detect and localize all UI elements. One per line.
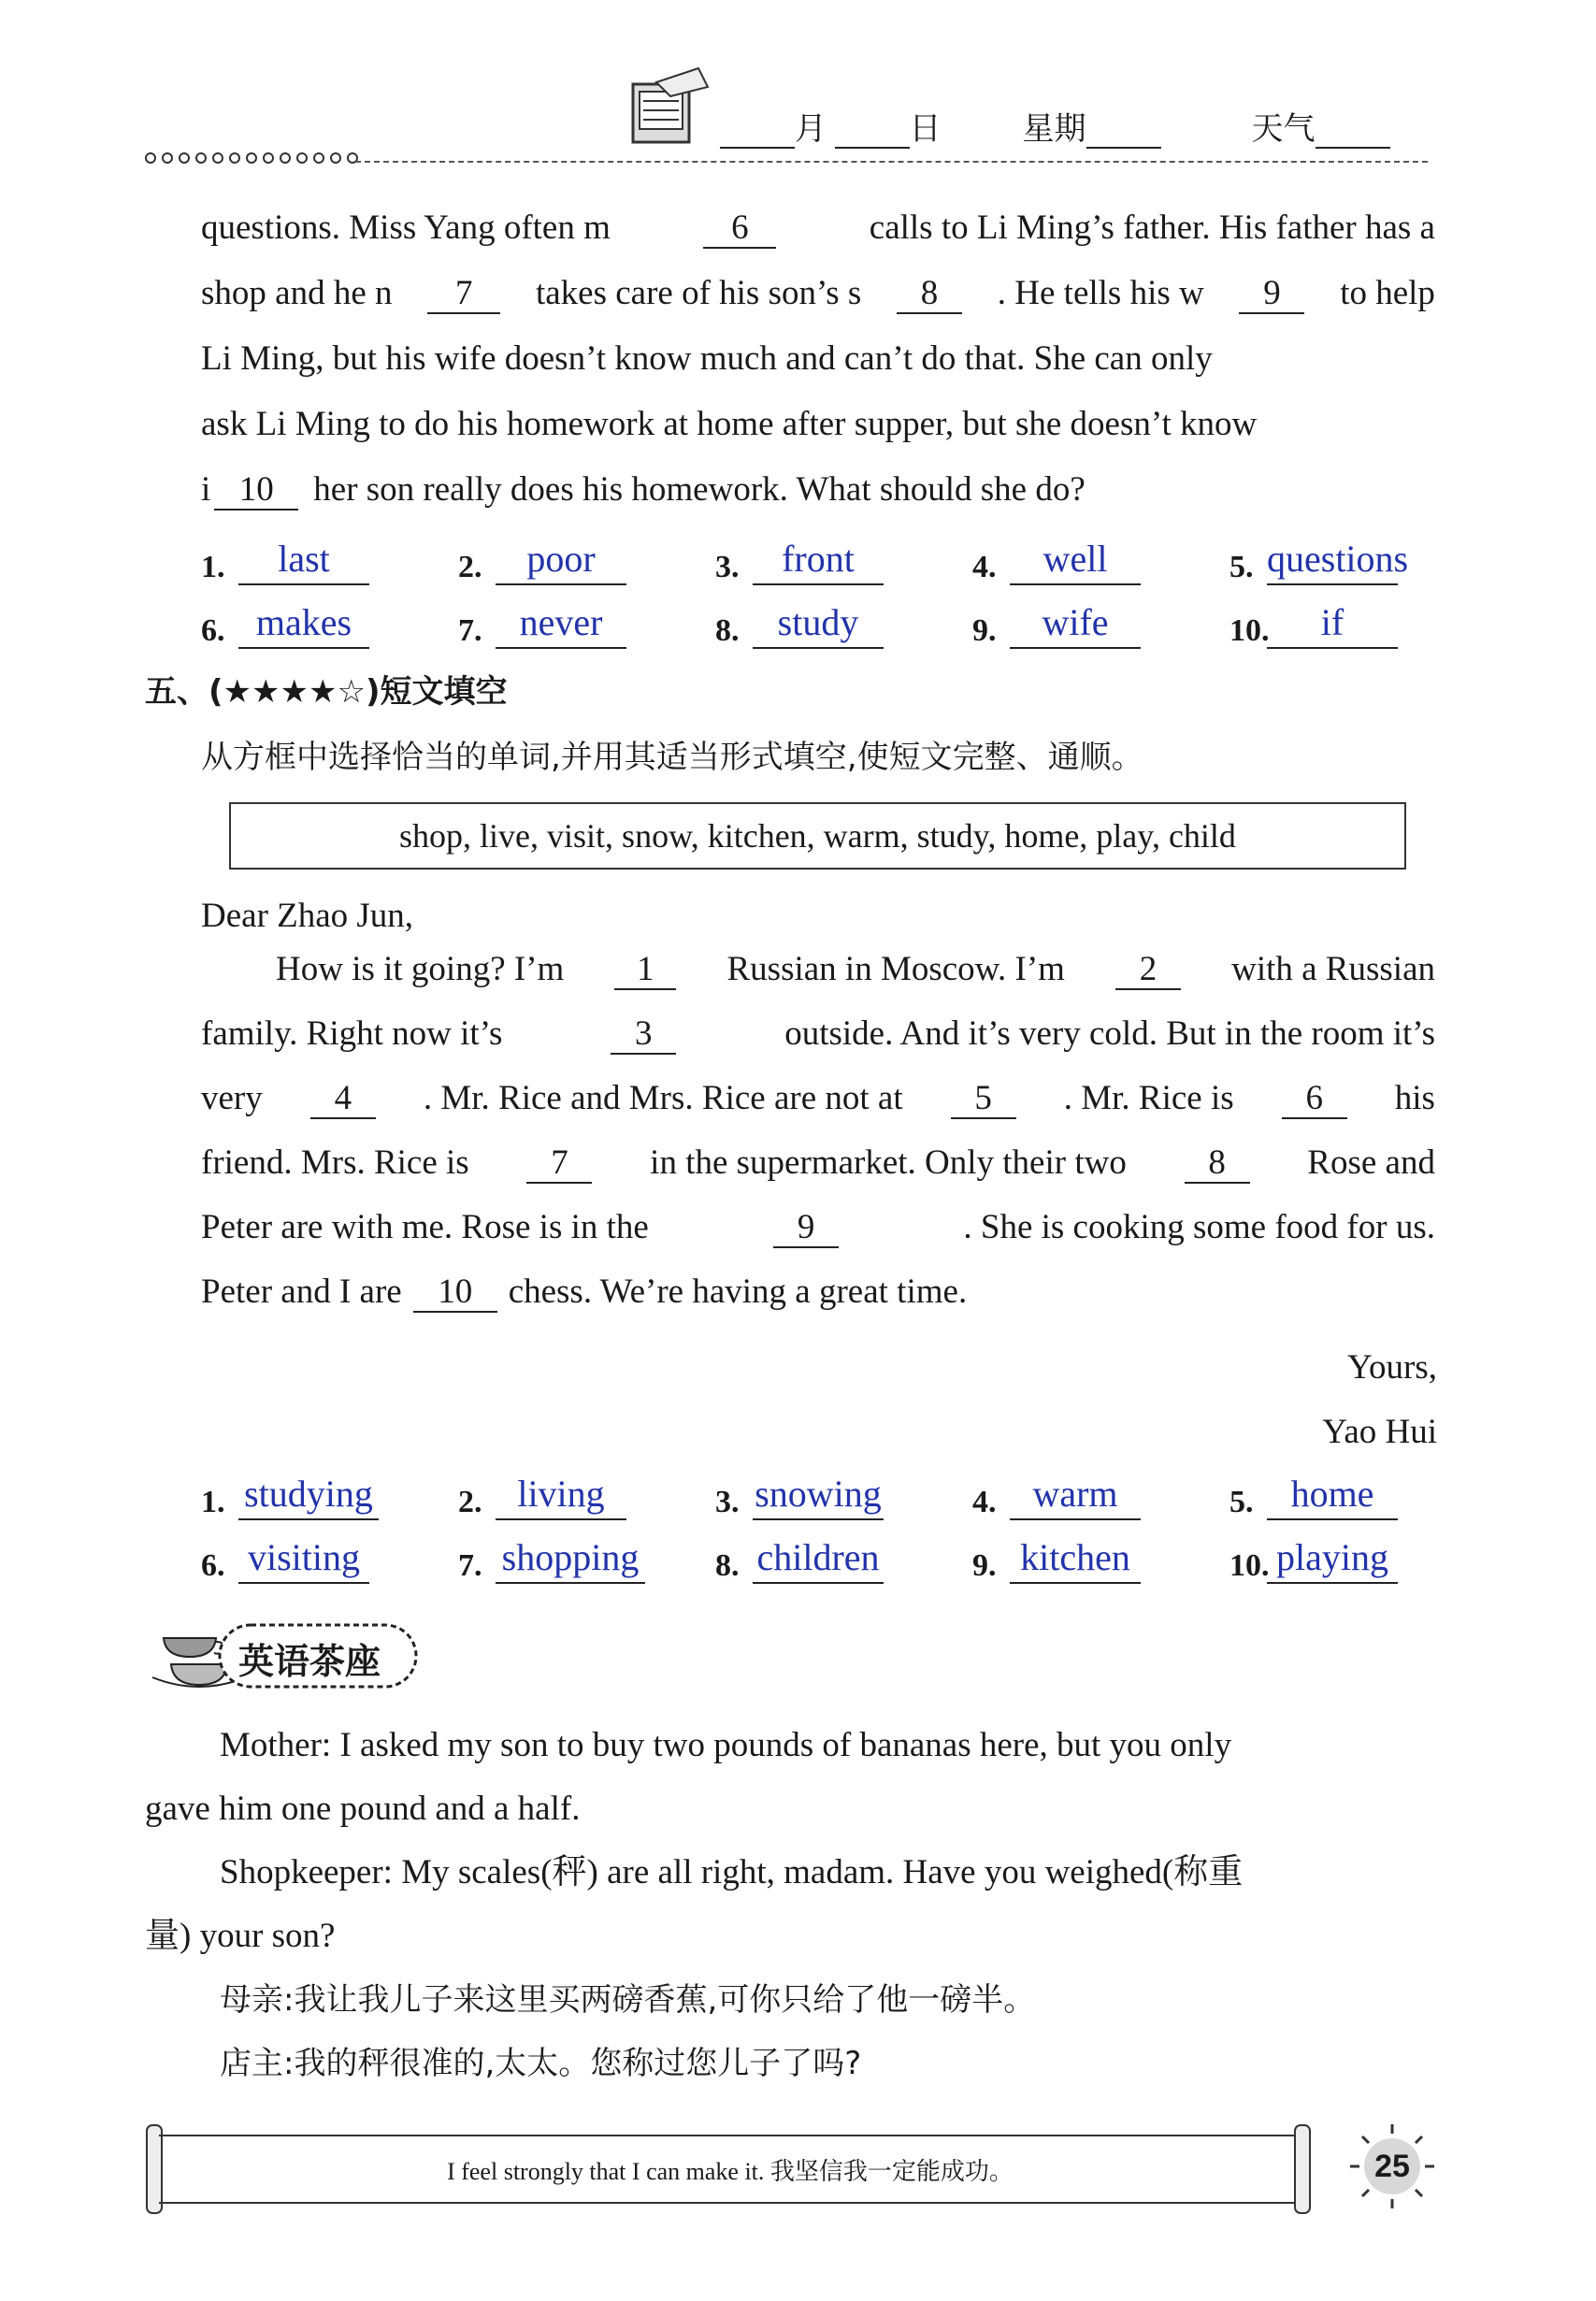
letter-line: family. Right now it’s 3 outside. And it’s very cold. But in the room it’s — [201, 1014, 1435, 1053]
letter-greeting: Dear Zhao Jun, — [201, 897, 414, 935]
letter-line: friend. Mrs. Rice is 7 in the supermarket. Only their two 8 Rose and — [201, 1143, 1435, 1182]
dialogue-line: Shopkeeper: My scales(秤) are all right, madam. Have you weighed(称重 — [220, 1853, 1244, 1891]
passage-line: shop and he n 7 takes care of his son’s s 8 . He tells his w 9 to help — [201, 274, 1435, 312]
answer-input[interactable]: if — [1267, 598, 1398, 649]
passage-line: ask Li Ming to do his homework at home after supper, but she doesn’t know — [201, 405, 1258, 443]
letter-line: Peter are with me. Rose is in the 9 . She is cooking some food for us. — [201, 1208, 1435, 1246]
blank: 8 — [897, 275, 962, 314]
answer-row: 1. studying 2. living 3. snowing 4. warm 5. home — [201, 1459, 1445, 1524]
answer-input[interactable]: playing — [1267, 1533, 1398, 1584]
answer-input[interactable]: warm — [1010, 1470, 1141, 1520]
answer-input[interactable]: well — [1010, 535, 1141, 585]
blank: 5 — [951, 1080, 1016, 1119]
blank: 7 — [427, 275, 500, 314]
answer-input[interactable]: studying — [238, 1470, 379, 1520]
answer-input[interactable]: never — [496, 598, 626, 649]
blank: 2 — [1115, 951, 1181, 990]
weather-label: 天气 — [1251, 110, 1316, 148]
blank: 9 — [1239, 275, 1304, 314]
tea-corner-banner — [145, 1619, 425, 1694]
answer-input[interactable]: study — [753, 598, 884, 649]
answer-input[interactable]: living — [496, 1470, 626, 1520]
blank: 7 — [526, 1144, 592, 1184]
blank: 1 — [614, 951, 676, 990]
weekday-label: 星期 — [1022, 110, 1086, 148]
answer-row: 6. visiting 7. shopping 8. children 9. kitchen 10. playing — [201, 1522, 1445, 1588]
blank: 6 — [1282, 1080, 1347, 1119]
date-header — [720, 103, 1390, 149]
answer-input[interactable]: kitchen — [1010, 1533, 1141, 1584]
page-number-badge — [1346, 2121, 1438, 2212]
blank: 8 — [1185, 1144, 1250, 1184]
answer-row: 1. last 2. poor 3. front 4. well 5. questions — [201, 524, 1445, 589]
passage-line: questions. Miss Yang often m 6 calls to Li Ming’s father. His father has a — [201, 209, 1435, 247]
header-dots — [145, 152, 358, 164]
answer-input[interactable]: children — [753, 1533, 884, 1584]
section-title: 五、(★★★★☆)短文填空 — [145, 673, 508, 711]
answer-input[interactable]: questions — [1267, 535, 1398, 585]
letter-line: Peter and I are 10 chess. We’re having a great time. — [201, 1273, 968, 1311]
blank: 9 — [773, 1209, 839, 1248]
word-box: shop, live, visit, snow, kitchen, warm, study, home, play, child — [229, 802, 1406, 870]
letter-signature: Yao Hui — [1322, 1413, 1437, 1451]
motto-text: I feel strongly that I can make it. 我坚信我一定能成功。 — [447, 2157, 1014, 2185]
tea-corner-title: 英语茶座 — [238, 1641, 381, 1682]
letter-line: How is it going? I’m 1 Russian in Moscow. I’m 2 with a Russian — [276, 950, 1435, 988]
day-label: 日 — [909, 110, 942, 148]
answer-input[interactable]: front — [753, 535, 884, 585]
answer-row: 6. makes 7. never 8. study 9. wife 10. if — [201, 587, 1445, 653]
blank: 6 — [703, 209, 776, 249]
passage-line: i 10 her son really does his homework. What should she do? — [201, 470, 1086, 509]
answer-input[interactable]: poor — [496, 535, 626, 585]
motto-banner — [159, 2135, 1301, 2204]
page-number: 25 — [1374, 2148, 1410, 2184]
instruction: 从方框中选择恰当的单词,并用其适当形式填空,使短文完整、通顺。 — [201, 739, 1143, 776]
answer-input[interactable]: wife — [1010, 598, 1141, 649]
answer-input[interactable]: visiting — [238, 1533, 369, 1584]
blank: 4 — [310, 1080, 376, 1119]
blank: 10 — [214, 471, 298, 511]
dialogue-translation: 店主:我的秤很准的,太太。您称过您儿子了吗? — [220, 2045, 862, 2082]
answer-input[interactable]: shopping — [496, 1533, 645, 1584]
dialogue-translation: 母亲:我让我儿子来这里买两磅香蕉,可你只给了他一磅半。 — [220, 1981, 1036, 2019]
answer-input[interactable]: snowing — [753, 1470, 884, 1520]
blank: 10 — [413, 1273, 497, 1313]
scroll-right-end — [1294, 2124, 1311, 2214]
letter-line: very 4 . Mr. Rice and Mrs. Rice are not at 5 . Mr. Rice is 6 his — [201, 1079, 1435, 1117]
answer-input[interactable]: makes — [238, 598, 369, 649]
dialogue-line: 量) your son? — [145, 1917, 336, 1955]
letter-closing: Yours, — [1347, 1348, 1437, 1387]
answer-input[interactable]: last — [238, 535, 369, 585]
dialogue-line: gave him one pound and a half. — [145, 1790, 581, 1828]
answer-input[interactable]: home — [1267, 1470, 1398, 1520]
month-label: 月 — [795, 110, 827, 148]
calendar-icon — [628, 64, 712, 148]
header-divider — [355, 161, 1428, 165]
dialogue-line: Mother: I asked my son to buy two pounds of bananas here, but you only — [220, 1726, 1232, 1764]
blank: 3 — [611, 1015, 676, 1055]
passage-line: Li Ming, but his wife doesn’t know much and can’t do that. She can only — [201, 339, 1213, 378]
